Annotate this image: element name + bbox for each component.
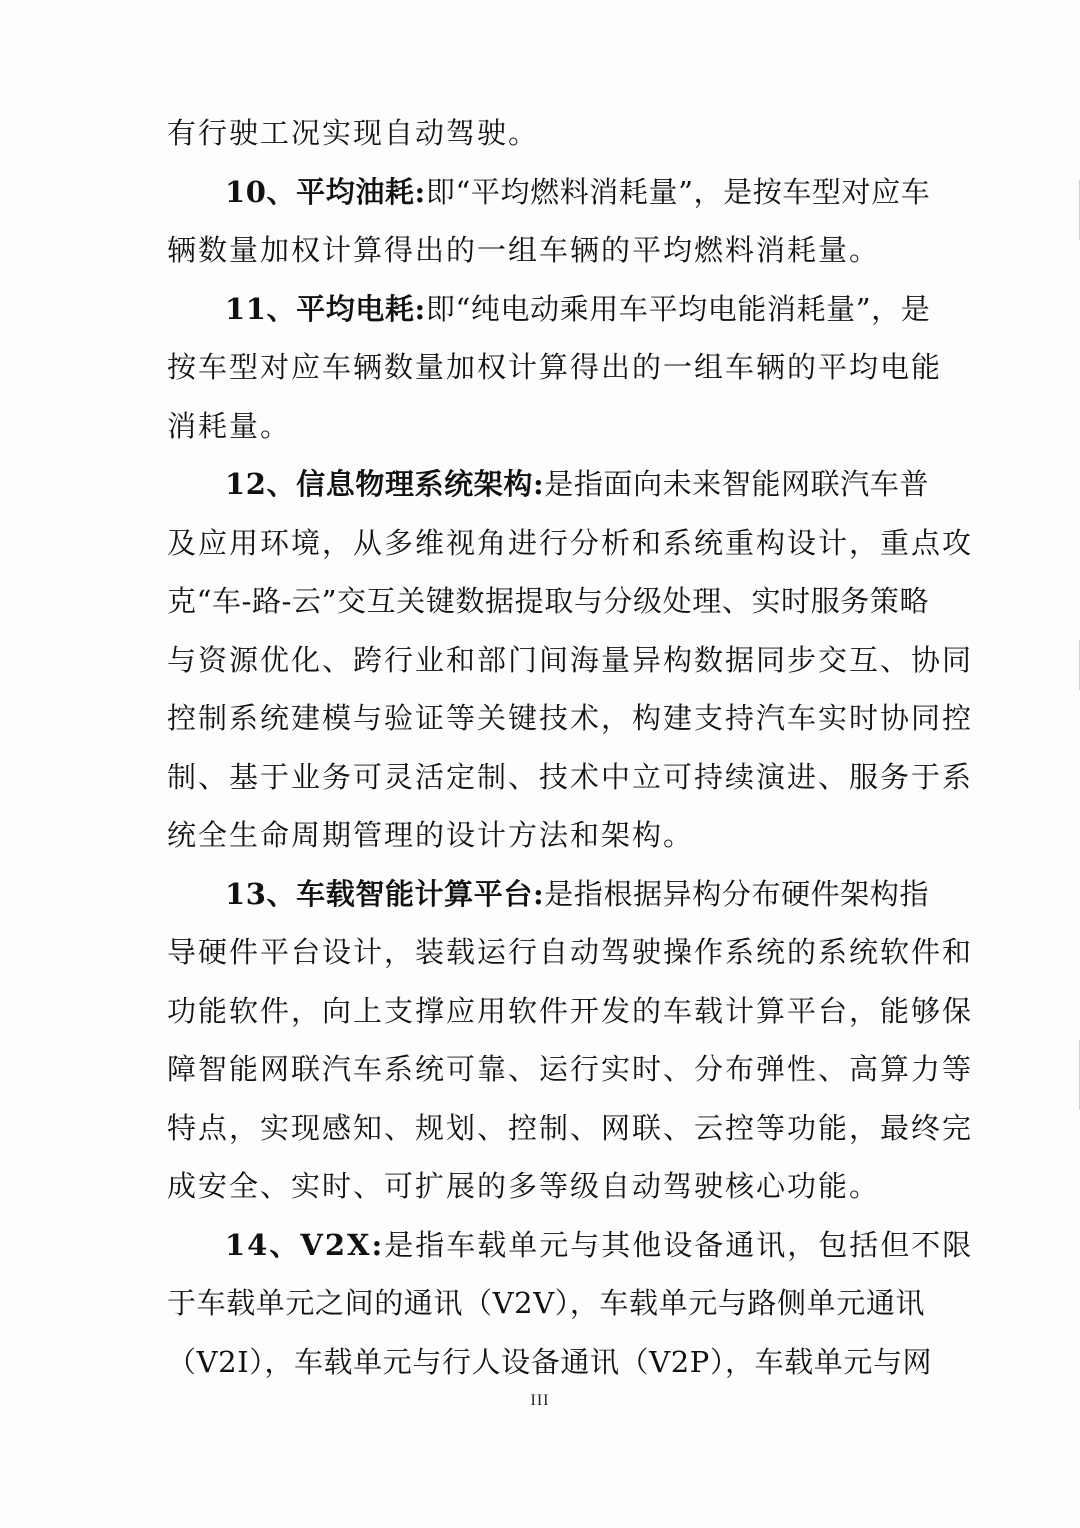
- body-text: [167, 104, 974, 1391]
- text-line: [167, 1274, 926, 1333]
- text-line: [167, 806, 912, 865]
- line-text: 成安全、实时、可扩展的多等级自动驾驶核心功能。: [167, 1169, 881, 1203]
- text-line: [167, 748, 974, 807]
- line-text: 即“平均燃料消耗量”，是按车型对应车: [425, 174, 931, 209]
- text-line: [167, 1157, 912, 1216]
- line-text: 克“车-路-云”交互关键数据提取与分级处理、实时服务策略: [167, 584, 930, 618]
- line-text: 消耗量。: [167, 408, 292, 443]
- term-heading: 14、V2X:: [225, 1227, 385, 1262]
- term-heading: 10、平均油耗:: [225, 174, 426, 209]
- text-line: [167, 572, 930, 631]
- definition-line-11: [167, 280, 931, 339]
- line-text: 功能软件，向上支撑应用软件开发的车载计算平台，能够保: [167, 993, 974, 1028]
- line-text: 按车型对应车辆数量加权计算得出的一组车辆的平均电能: [167, 350, 943, 384]
- line-text: 是指车载单元与其他设备通讯，包括但不限: [384, 1227, 974, 1262]
- definition-line-10: [167, 163, 931, 222]
- definition-line-13: [167, 865, 930, 924]
- line-text: 统全生命周期管理的设计方法和架构。: [167, 818, 695, 852]
- text-line: [167, 221, 912, 280]
- text-line: [167, 104, 912, 163]
- term-heading: 13、车载智能计算平台:: [225, 876, 545, 911]
- line-text: 控制系统建模与验证等关键技术，构建支持汽车实时协同控: [167, 701, 974, 735]
- text-line: [167, 1333, 933, 1392]
- line-text: 障智能网联汽车系统可靠、运行实时、分布弹性、高算力等: [167, 1052, 974, 1086]
- page-number: III: [530, 1392, 550, 1409]
- line-text: 特点，实现感知、规划、控制、网联、云控等功能，最终完: [167, 1110, 974, 1145]
- line-text: 是指根据异构分布硬件架构指: [544, 876, 930, 911]
- line-text: 有行驶工况实现自动驾驶。: [167, 116, 540, 150]
- text-line: [167, 514, 974, 573]
- text-line: [167, 397, 912, 456]
- text-line: [167, 982, 974, 1041]
- line-text: 制、基于业务可灵活定制、技术中立可持续演进、服务于系: [167, 759, 974, 794]
- line-text: 辆数量加权计算得出的一组车辆的平均燃料消耗量。: [167, 233, 881, 267]
- line-text: 是指面向未来智能网联汽车普: [544, 467, 930, 501]
- term-heading: 11、平均电耗:: [225, 291, 426, 326]
- definition-line-14: [167, 1216, 974, 1275]
- line-text: （V2I），车载单元与行人设备通讯（V2P），车载单元与网: [167, 1344, 933, 1379]
- line-text: 即“纯电动乘用车平均电能消耗量”，是: [425, 291, 931, 326]
- text-line: [167, 1099, 974, 1158]
- text-line: [167, 923, 974, 982]
- text-line: [167, 1040, 974, 1099]
- text-line: [167, 689, 974, 748]
- line-text: 导硬件平台设计，装载运行自动驾驶操作系统的系统软件和: [167, 935, 974, 969]
- line-text: 与资源优化、跨行业和部门间海量异构数据同步交互、协同: [167, 642, 974, 677]
- text-line: [167, 631, 974, 690]
- term-heading: 12、信息物理系统架构:: [225, 467, 545, 501]
- text-line: [167, 338, 943, 397]
- line-text: 及应用环境，从多维视角进行分析和系统重构设计，重点攻: [167, 525, 974, 560]
- definition-line-12: [167, 455, 930, 514]
- line-text: 于车载单元之间的通讯（V2V），车载单元与路侧单元通讯: [167, 1286, 926, 1320]
